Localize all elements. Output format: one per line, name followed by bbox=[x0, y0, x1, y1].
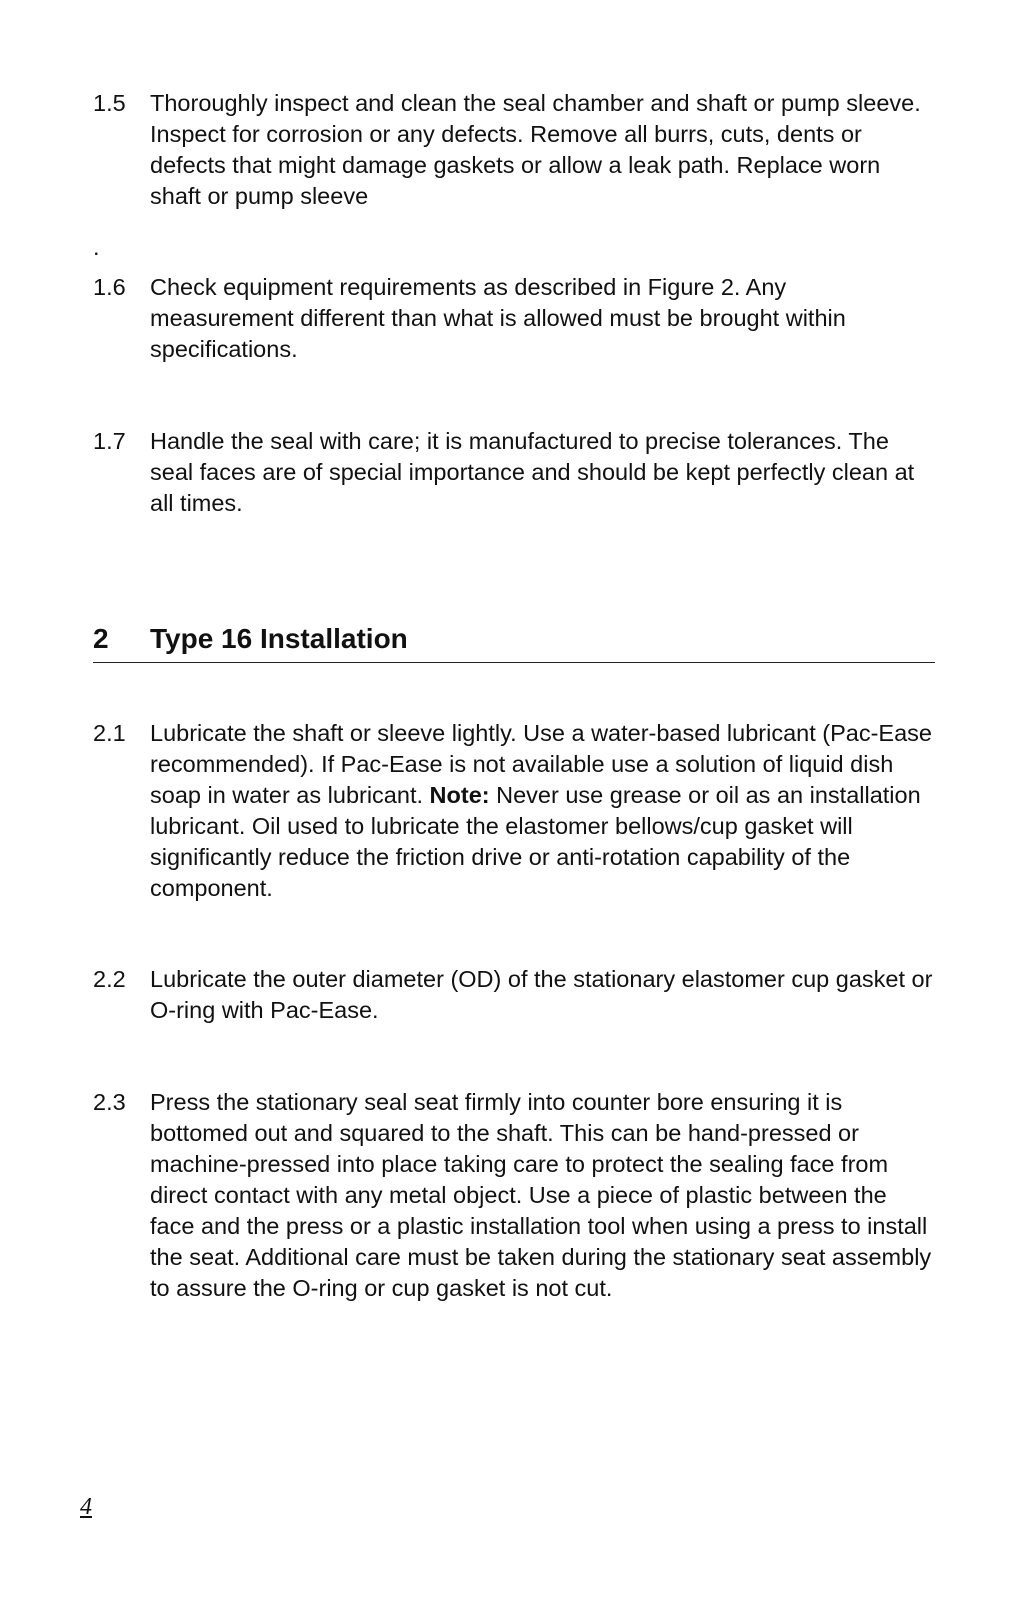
step-text-part: Lubricate the shaft or sleeve lightly. Use a water-based lubricant (Pac-Ease recommended). If Pac-Ease is not available use a solution of liquid dish soap in water as lubricant. bbox=[150, 720, 932, 808]
section-number: 2 bbox=[93, 623, 109, 654]
page-number: 4 bbox=[80, 1494, 92, 1520]
item-number: 1.6 bbox=[93, 274, 126, 300]
step-number: 2.1 bbox=[93, 720, 126, 746]
step-number: 2.3 bbox=[93, 1089, 126, 1115]
step-text: Lubricate the outer diameter (OD) of the stationary elastomer cup gasket or O-ring with Pac-Ease. bbox=[150, 966, 933, 1023]
step-text: Press the stationary seal seat firmly into counter bore ensuring it is bottomed out and squared to the shaft. This can be hand-pressed or machine-pressed into place taking care to protect the sealing face from direct contact with any metal object. Use a piece of plastic between the face and the press or a plastic installation tool when using a press to install the seat. Additional care must be taken during the stationary seat assembly to assure the O-ring or cup gasket is not cut. bbox=[150, 1089, 932, 1301]
step-text-part: Never use grease or oil as an installation lubricant. Oil used to lubricate the elastomer bellows/cup gasket will significantly reduce the friction drive or anti-rotation capability of the component. bbox=[150, 782, 921, 901]
item-text: Thoroughly inspect and clean the seal chamber and shaft or pump sleeve. Inspect for corrosion or any defects. Remove all burrs, cuts, dents or defects that might damage gaskets or allow a leak path. Replace worn shaft or pump sleeve bbox=[150, 90, 921, 209]
step-text bbox=[150, 718, 935, 904]
item-number: 1.5 bbox=[93, 90, 126, 116]
stray-period: . bbox=[93, 234, 100, 260]
item-text: Check equipment requirements as described in Figure 2. Any measurement different than what is allowed must be brought within specifications. bbox=[150, 274, 846, 362]
step-number: 2.2 bbox=[93, 966, 126, 992]
note-label: Note: bbox=[429, 782, 490, 808]
section-title: Type 16 Installation bbox=[150, 623, 408, 654]
item-text: Handle the seal with care; it is manufactured to precise tolerances. The seal faces are of special importance and should be kept perfectly clean at all times. bbox=[150, 428, 915, 516]
item-number: 1.7 bbox=[93, 428, 126, 454]
section-heading bbox=[93, 620, 935, 663]
